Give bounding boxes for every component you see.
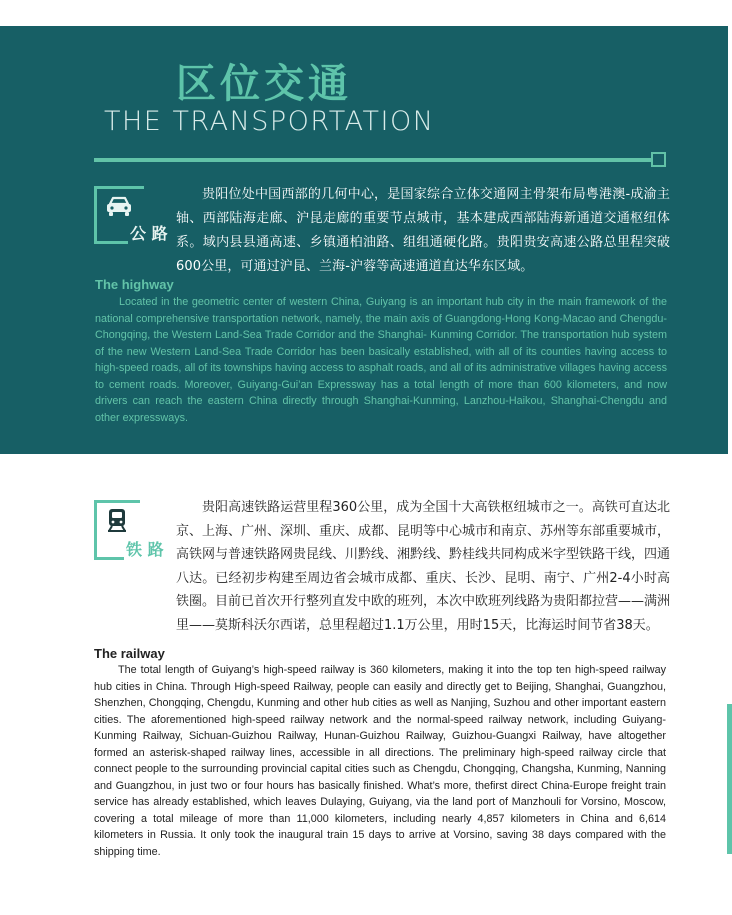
car-icon [104,194,134,218]
panel-edge [728,26,732,454]
divider-end-square [651,152,666,167]
railway-badge-label: 铁 路 [124,537,166,560]
highway-text-en: Located in the geometric center of western China, Guiyang is an important hub city in the main framework of the national comprehensive transportation network, namely, the main axis of Guangdong-Hong Kong-Macao and Chengdu-Chongqing, the Western Land-Sea Trade Corridor and the Shanghai- Kunming Corridor. The transportation hub system of the new Western Land-Sea Trade Corridor has been basically established, with all of its counties having access to high-speed roads, all of its townships having access to asphalt roads, and all of its administrative villages having access to cement roads. Moreover, Guiyang-Gui’an Expressway has a total length of more than 600 kilometers, and now drivers can reach the eastern China directly through Shanghai-Kunming, Lanzhou-Haikou, Shanghai-Chengdu and other expressways. [95,296,667,424]
title-divider [94,158,652,162]
page-title-cn: 区位交通 [176,61,352,107]
highway-text-cn: 贵阳位处中国西部的几何中心，是国家综合立体交通网主骨架布局粤港澳-成渝主轴、西部陆海走廊、沪昆走廊的重要节点城市，基本建成西部陆海新通道交通枢纽体系。域内县县通高速、乡镇通柏油路、组组通硬化路。贵阳贵安高速公路总里程突破600公里，可通过沪昆、兰海-沪蓉等高速通道直达华东区域。 [176,187,670,274]
highway-badge-label: 公 路 [128,221,170,244]
page-title-en: THE TRANSPORTATION [104,106,435,137]
railway-title-en: The railway [94,646,165,661]
page-edge-accent [727,704,732,854]
railway-text-en: The total length of Guiyang’s high-speed railway is 360 kilometers, making it into the top ten high-speed railway hub cities in China. Through High-speed Railway, people can easily and directly get to Beijing, Shanghai, Guangzhou, Shenzhen, Chongqing, Chengdu, Kunming and other hub cities as well as Nanjing, Suzhou and other important eastern cities. The aforementioned high-speed railway network and the normal-speed railway network, including Guiyang-Kunming Railway, Sichuan-Guizhou Railway, Hunan-Guizhou Railway, Guizhou-Guangxi Railway, have altogether formed an asterisk-shaped railway lines, accessible in all directions. The preliminary high-speed railway circle that connect people to the surrounding provincial capital cities such as Chengdu, Chongqing, Changsha, Kunming, Nanning and Guangzhou, in just two or four hours has basically finished. What’s more, thefirst direct China-Europe freight train service has already established, which leaves Dulaying, Guiyang, via the land port of Manzhouli for Vorsino, Moscow, covering a total mileage of more than 11,000 kilometers, including nearly 4,857 kilometers in China and 6,614 kilometers in Russia. It only took the inaugural train 15 days to arrive at Vorsino, saving 38 days compared with the shipping time. [94,664,666,858]
top-margin [0,0,732,26]
train-icon [106,507,128,533]
highway-title-en: The highway [95,277,174,292]
railway-text-cn: 贵阳高速铁路运营里程360公里，成为全国十大高铁枢纽城市之一。高铁可直达北京、上海、广州、深圳、重庆、成都、昆明等中心城市和南京、苏州等东部重要城市，高铁网与普速铁路网贵昆线、川黔线、湘黔线、黔桂线共同构成米字型铁路干线，四通八达。已经初步构建至周边省会城市成都、重庆、长沙、昆明、南宁、广州2-4小时高铁圈。目前已首次开行整列直发中欧的班列，本次中欧班列线路为贵阳都拉营——满洲里——莫斯科沃尔西诺，总里程超过1.1万公里，用时15天，比海运时间节省38天。 [176,500,671,633]
